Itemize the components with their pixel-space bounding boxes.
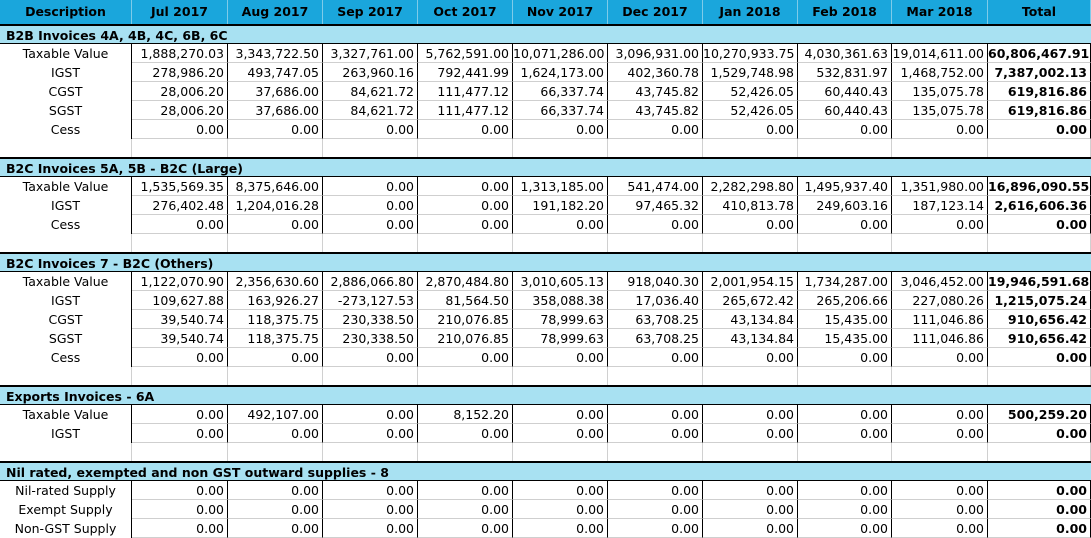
value-cell[interactable]: 0.00 <box>132 424 228 443</box>
value-cell[interactable]: 1,734,287.00 <box>798 272 892 291</box>
value-cell[interactable]: 63,708.25 <box>608 310 703 329</box>
table-row <box>0 481 1091 500</box>
value-cell[interactable]: 15,435.00 <box>798 329 892 348</box>
empty-cell[interactable] <box>513 367 608 385</box>
value-cell[interactable]: 0.00 <box>418 177 513 196</box>
column-header-description[interactable]: Description <box>0 0 132 24</box>
row-label[interactable]: Nil-rated Supply <box>0 481 132 500</box>
empty-cell[interactable] <box>608 367 703 385</box>
total-cell[interactable]: 619,816.86 <box>988 82 1091 101</box>
column-header-sep-2017[interactable]: Sep 2017 <box>323 0 418 24</box>
value-cell[interactable]: 0.00 <box>513 348 608 367</box>
value-cell[interactable]: 0.00 <box>228 500 323 519</box>
total-cell[interactable]: 60,806,467.91 <box>988 46 1090 61</box>
value-cell[interactable]: 0.00 <box>798 519 892 538</box>
value-cell[interactable]: 0.00 <box>513 481 608 500</box>
table-row <box>0 329 1091 348</box>
value-cell[interactable]: 2,001,954.15 <box>703 272 798 291</box>
value-cell[interactable]: 278,986.20 <box>132 63 228 82</box>
value-cell[interactable]: 0.00 <box>608 424 703 443</box>
value-cell[interactable]: 0.00 <box>892 348 988 367</box>
column-header-jul-2017[interactable]: Jul 2017 <box>132 0 228 24</box>
row-label[interactable]: Cess <box>0 348 132 367</box>
header-row <box>0 0 1091 24</box>
value-cell[interactable]: 276,402.48 <box>132 196 228 215</box>
total-cell[interactable]: 16,896,090.55 <box>988 179 1090 194</box>
table-row <box>0 44 1091 63</box>
section-title[interactable]: Exports Invoices - 6A <box>0 385 1091 405</box>
value-cell[interactable]: 43,745.82 <box>608 82 703 101</box>
value-cell[interactable]: 191,182.20 <box>513 196 608 215</box>
section-title[interactable]: Nil rated, exempted and non GST outward supplies - 8 <box>0 461 1091 481</box>
value-cell[interactable]: 918,040.30 <box>608 272 703 291</box>
value-cell[interactable]: 0.00 <box>228 215 323 234</box>
row-label[interactable]: Taxable Value <box>0 272 132 291</box>
value-cell[interactable]: 0.00 <box>132 500 228 519</box>
value-cell[interactable]: 0.00 <box>323 196 418 215</box>
value-cell[interactable]: 39,540.74 <box>132 310 228 329</box>
row-label[interactable]: Taxable Value <box>0 405 132 424</box>
value-cell[interactable]: 263,960.16 <box>323 63 418 82</box>
value-cell[interactable]: 0.00 <box>132 120 228 139</box>
value-cell[interactable]: 81,564.50 <box>418 291 513 310</box>
row-label[interactable]: CGST <box>0 82 132 101</box>
empty-cell[interactable] <box>892 443 988 461</box>
value-cell[interactable]: 492,107.00 <box>228 405 323 424</box>
empty-cell[interactable] <box>228 234 323 252</box>
value-cell[interactable]: 0.00 <box>798 120 892 139</box>
value-cell[interactable]: 2,886,066.80 <box>323 272 418 291</box>
empty-cell[interactable] <box>608 443 703 461</box>
value-cell[interactable]: 0.00 <box>892 120 988 139</box>
row-label[interactable]: Cess <box>0 120 132 139</box>
value-cell[interactable]: 3,096,931.00 <box>608 44 703 63</box>
empty-cell[interactable] <box>418 443 513 461</box>
empty-cell[interactable] <box>892 367 988 385</box>
empty-cell[interactable] <box>703 443 798 461</box>
empty-cell[interactable] <box>988 443 1091 461</box>
value-cell[interactable]: 0.00 <box>132 215 228 234</box>
blank-row <box>0 234 1091 252</box>
empty-cell[interactable] <box>703 367 798 385</box>
empty-cell[interactable] <box>132 234 228 252</box>
table-row <box>0 196 1091 215</box>
value-cell[interactable]: 0.00 <box>132 348 228 367</box>
value-cell[interactable]: 0.00 <box>703 519 798 538</box>
value-cell[interactable]: 0.00 <box>418 348 513 367</box>
value-cell[interactable]: 0.00 <box>228 481 323 500</box>
value-cell[interactable]: 0.00 <box>323 481 418 500</box>
value-cell[interactable]: 532,831.97 <box>798 63 892 82</box>
value-cell[interactable]: 17,036.40 <box>608 291 703 310</box>
empty-cell[interactable] <box>0 367 132 385</box>
section-title[interactable]: B2C Invoices 5A, 5B - B2C (Large) <box>0 157 1091 177</box>
value-cell[interactable]: 0.00 <box>892 215 988 234</box>
value-cell[interactable]: 78,999.63 <box>513 329 608 348</box>
value-cell[interactable]: 0.00 <box>798 405 892 424</box>
value-cell[interactable]: 4,030,361.63 <box>798 44 892 63</box>
value-cell[interactable]: 0.00 <box>513 215 608 234</box>
value-cell[interactable]: 28,006.20 <box>132 82 228 101</box>
value-cell[interactable]: 0.00 <box>703 405 798 424</box>
empty-cell[interactable] <box>418 139 513 157</box>
value-cell[interactable]: 3,327,761.00 <box>323 44 418 63</box>
empty-cell[interactable] <box>892 139 988 157</box>
empty-cell[interactable] <box>798 139 892 157</box>
section-header-row <box>0 461 1091 481</box>
empty-cell[interactable] <box>608 139 703 157</box>
value-cell[interactable]: 84,621.72 <box>323 82 418 101</box>
value-cell[interactable]: 0.00 <box>418 196 513 215</box>
value-cell[interactable]: 230,338.50 <box>323 329 418 348</box>
value-cell[interactable]: 1,624,173.00 <box>513 63 608 82</box>
row-label[interactable]: Cess <box>0 215 132 234</box>
value-cell[interactable]: 265,206.66 <box>798 291 892 310</box>
value-cell[interactable]: 0.00 <box>513 424 608 443</box>
value-cell[interactable]: 0.00 <box>513 120 608 139</box>
table-row <box>0 348 1091 367</box>
row-label[interactable]: SGST <box>0 329 132 348</box>
value-cell[interactable]: 1,122,070.90 <box>132 272 228 291</box>
table-row <box>0 291 1091 310</box>
value-cell[interactable]: 265,672.42 <box>703 291 798 310</box>
column-header-nov-2017[interactable]: Nov 2017 <box>513 0 608 24</box>
column-header-total[interactable]: Total <box>988 0 1091 24</box>
value-cell[interactable]: 0.00 <box>892 481 988 500</box>
total-cell[interactable]: 0.00 <box>988 519 1091 538</box>
value-cell[interactable]: 1,468,752.00 <box>892 63 988 82</box>
value-cell[interactable]: 1,495,937.40 <box>798 177 892 196</box>
value-cell[interactable]: 0.00 <box>892 424 988 443</box>
empty-cell[interactable] <box>798 443 892 461</box>
value-cell[interactable]: 37,686.00 <box>228 101 323 120</box>
value-cell[interactable]: 0.00 <box>892 519 988 538</box>
value-cell[interactable]: 0.00 <box>798 215 892 234</box>
value-cell[interactable]: 0.00 <box>323 215 418 234</box>
value-cell[interactable]: 0.00 <box>418 424 513 443</box>
value-cell[interactable]: -273,127.53 <box>323 291 418 310</box>
total-cell[interactable]: 0.00 <box>988 481 1091 500</box>
column-header-jan-2018[interactable]: Jan 2018 <box>703 0 798 24</box>
value-cell[interactable]: 37,686.00 <box>228 82 323 101</box>
empty-cell[interactable] <box>418 367 513 385</box>
value-cell[interactable]: 0.00 <box>323 120 418 139</box>
value-cell[interactable]: 60,440.43 <box>798 101 892 120</box>
row-label[interactable]: IGST <box>0 63 132 82</box>
value-cell[interactable]: 187,123.14 <box>892 196 988 215</box>
row-label[interactable]: IGST <box>0 424 132 443</box>
empty-cell[interactable] <box>228 367 323 385</box>
value-cell[interactable]: 111,477.12 <box>418 82 513 101</box>
table-row <box>0 215 1091 234</box>
row-label[interactable]: Taxable Value <box>0 44 132 63</box>
empty-cell[interactable] <box>892 234 988 252</box>
value-cell[interactable]: 0.00 <box>892 405 988 424</box>
value-cell[interactable]: 163,926.27 <box>228 291 323 310</box>
empty-cell[interactable] <box>513 443 608 461</box>
value-cell[interactable]: 8,152.20 <box>418 405 513 424</box>
total-cell[interactable]: 2,616,606.36 <box>988 196 1091 215</box>
value-cell[interactable]: 39,540.74 <box>132 329 228 348</box>
value-cell[interactable]: 402,360.78 <box>608 63 703 82</box>
empty-cell[interactable] <box>228 139 323 157</box>
empty-cell[interactable] <box>132 367 228 385</box>
value-cell[interactable]: 0.00 <box>228 120 323 139</box>
total-cell[interactable]: 0.00 <box>988 215 1091 234</box>
table-row <box>0 82 1091 101</box>
value-cell[interactable]: 109,627.88 <box>132 291 228 310</box>
empty-cell[interactable] <box>798 367 892 385</box>
empty-cell[interactable] <box>0 139 132 157</box>
value-cell[interactable]: 111,046.86 <box>892 329 988 348</box>
total-cell[interactable]: 7,387,002.13 <box>988 63 1091 82</box>
table-row <box>0 272 1091 291</box>
total-cell[interactable]: 910,656.42 <box>988 329 1091 348</box>
value-cell[interactable]: 0.00 <box>323 519 418 538</box>
value-cell[interactable]: 0.00 <box>608 500 703 519</box>
value-cell[interactable]: 111,477.12 <box>418 101 513 120</box>
section-header-row <box>0 24 1091 44</box>
value-cell[interactable]: 0.00 <box>703 481 798 500</box>
total-cell[interactable]: 19,946,591.68 <box>988 274 1090 289</box>
value-cell[interactable]: 249,603.16 <box>798 196 892 215</box>
empty-cell[interactable] <box>323 234 418 252</box>
empty-cell[interactable] <box>323 443 418 461</box>
value-cell[interactable]: 0.00 <box>703 424 798 443</box>
value-cell[interactable]: 493,747.05 <box>228 63 323 82</box>
value-cell[interactable]: 0.00 <box>228 424 323 443</box>
total-cell[interactable]: 0.00 <box>988 424 1091 443</box>
value-cell[interactable]: 0.00 <box>132 519 228 538</box>
value-cell[interactable]: 1,535,569.35 <box>132 177 228 196</box>
section-header-row <box>0 157 1091 177</box>
value-cell[interactable]: 0.00 <box>323 177 418 196</box>
table-row <box>0 310 1091 329</box>
value-cell[interactable]: 111,046.86 <box>892 310 988 329</box>
value-cell[interactable]: 1,204,016.28 <box>228 196 323 215</box>
empty-cell[interactable] <box>0 234 132 252</box>
value-cell[interactable]: 60,440.43 <box>798 82 892 101</box>
value-cell[interactable]: 43,134.84 <box>703 329 798 348</box>
table-row <box>0 424 1091 443</box>
column-header-feb-2018[interactable]: Feb 2018 <box>798 0 892 24</box>
value-cell[interactable]: 0.00 <box>798 500 892 519</box>
value-cell[interactable]: 0.00 <box>703 120 798 139</box>
column-header-oct-2017[interactable]: Oct 2017 <box>418 0 513 24</box>
table-row <box>0 405 1091 424</box>
value-cell[interactable]: 135,075.78 <box>892 101 988 120</box>
table-row <box>0 519 1091 538</box>
empty-cell[interactable] <box>608 234 703 252</box>
empty-cell[interactable] <box>513 139 608 157</box>
value-cell[interactable]: 0.00 <box>323 500 418 519</box>
row-label[interactable]: SGST <box>0 101 132 120</box>
total-cell[interactable]: 0.00 <box>988 120 1091 139</box>
value-cell[interactable]: 227,080.26 <box>892 291 988 310</box>
table-row <box>0 120 1091 139</box>
table-row <box>0 177 1091 196</box>
column-header-mar-2018[interactable]: Mar 2018 <box>892 0 988 24</box>
row-label[interactable]: Exempt Supply <box>0 500 132 519</box>
column-header-dec-2017[interactable]: Dec 2017 <box>608 0 703 24</box>
empty-cell[interactable] <box>228 443 323 461</box>
value-cell[interactable]: 0.00 <box>608 348 703 367</box>
value-cell[interactable]: 230,338.50 <box>323 310 418 329</box>
value-cell[interactable]: 1,351,980.00 <box>892 177 988 196</box>
empty-cell[interactable] <box>418 234 513 252</box>
value-cell[interactable]: 358,088.38 <box>513 291 608 310</box>
total-cell[interactable]: 1,215,075.24 <box>988 291 1091 310</box>
value-cell[interactable]: 19,014,611.00 <box>892 44 988 63</box>
value-cell[interactable]: 52,426.05 <box>703 101 798 120</box>
total-cell[interactable]: 910,656.42 <box>988 310 1091 329</box>
value-cell[interactable]: 84,621.72 <box>323 101 418 120</box>
value-cell[interactable]: 5,762,591.00 <box>418 44 513 63</box>
empty-cell[interactable] <box>132 139 228 157</box>
value-cell[interactable]: 210,076.85 <box>418 310 513 329</box>
value-cell[interactable]: 0.00 <box>418 120 513 139</box>
value-cell[interactable]: 0.00 <box>892 500 988 519</box>
row-label[interactable]: CGST <box>0 310 132 329</box>
value-cell[interactable]: 0.00 <box>608 481 703 500</box>
value-cell[interactable]: 0.00 <box>323 348 418 367</box>
value-cell[interactable]: 0.00 <box>608 405 703 424</box>
value-cell[interactable]: 0.00 <box>608 120 703 139</box>
blank-row <box>0 139 1091 157</box>
value-cell[interactable]: 66,337.74 <box>513 82 608 101</box>
empty-cell[interactable] <box>0 443 132 461</box>
total-cell[interactable]: 0.00 <box>988 500 1091 519</box>
section-title[interactable]: B2B Invoices 4A, 4B, 4C, 6B, 6C <box>0 24 1091 44</box>
value-cell[interactable]: 28,006.20 <box>132 101 228 120</box>
value-cell[interactable]: 0.00 <box>132 405 228 424</box>
value-cell[interactable]: 43,134.84 <box>703 310 798 329</box>
empty-cell[interactable] <box>988 139 1091 157</box>
total-cell[interactable]: 500,259.20 <box>988 405 1091 424</box>
value-cell[interactable]: 3,010,605.13 <box>513 272 608 291</box>
value-cell[interactable]: 0.00 <box>418 481 513 500</box>
value-cell[interactable]: 3,343,722.50 <box>228 44 323 63</box>
value-cell[interactable]: 63,708.25 <box>608 329 703 348</box>
empty-cell[interactable] <box>988 367 1091 385</box>
value-cell[interactable]: 0.00 <box>228 519 323 538</box>
value-cell[interactable]: 0.00 <box>513 519 608 538</box>
column-header-aug-2017[interactable]: Aug 2017 <box>228 0 323 24</box>
value-cell[interactable]: 8,375,646.00 <box>228 177 323 196</box>
empty-cell[interactable] <box>703 234 798 252</box>
value-cell[interactable]: 0.00 <box>418 500 513 519</box>
value-cell[interactable]: 410,813.78 <box>703 196 798 215</box>
value-cell[interactable]: 43,745.82 <box>608 101 703 120</box>
section-header-row <box>0 252 1091 272</box>
value-cell[interactable]: 0.00 <box>513 500 608 519</box>
value-cell[interactable]: 97,465.32 <box>608 196 703 215</box>
value-cell[interactable]: 15,435.00 <box>798 310 892 329</box>
empty-cell[interactable] <box>513 234 608 252</box>
value-cell[interactable]: 1,313,185.00 <box>513 177 608 196</box>
value-cell[interactable]: 0.00 <box>703 348 798 367</box>
empty-cell[interactable] <box>323 139 418 157</box>
value-cell[interactable]: 0.00 <box>418 519 513 538</box>
value-cell[interactable]: 0.00 <box>323 424 418 443</box>
value-cell[interactable]: 1,888,270.03 <box>132 44 228 63</box>
blank-row <box>0 443 1091 461</box>
blank-row <box>0 367 1091 385</box>
value-cell[interactable]: 10,071,286.00 <box>513 44 608 63</box>
empty-cell[interactable] <box>323 367 418 385</box>
value-cell[interactable]: 0.00 <box>608 519 703 538</box>
table-row <box>0 63 1091 82</box>
value-cell[interactable]: 66,337.74 <box>513 101 608 120</box>
table-row <box>0 101 1091 120</box>
value-cell[interactable]: 2,356,630.60 <box>228 272 323 291</box>
total-cell[interactable]: 0.00 <box>988 348 1091 367</box>
row-label[interactable]: Non-GST Supply <box>0 519 132 538</box>
value-cell[interactable]: 0.00 <box>798 348 892 367</box>
row-label[interactable]: IGST <box>0 291 132 310</box>
value-cell[interactable]: 0.00 <box>418 215 513 234</box>
empty-cell[interactable] <box>798 234 892 252</box>
value-cell[interactable]: 10,270,933.75 <box>703 44 798 63</box>
value-cell[interactable]: 118,375.75 <box>228 310 323 329</box>
empty-cell[interactable] <box>703 139 798 157</box>
value-cell[interactable]: 0.00 <box>608 215 703 234</box>
value-cell[interactable]: 0.00 <box>798 424 892 443</box>
empty-cell[interactable] <box>988 234 1091 252</box>
table-row <box>0 500 1091 519</box>
value-cell[interactable]: 78,999.63 <box>513 310 608 329</box>
value-cell[interactable]: 52,426.05 <box>703 82 798 101</box>
value-cell[interactable]: 1,529,748.98 <box>703 63 798 82</box>
value-cell[interactable]: 118,375.75 <box>228 329 323 348</box>
empty-cell[interactable] <box>132 443 228 461</box>
value-cell[interactable]: 0.00 <box>798 481 892 500</box>
value-cell[interactable]: 792,441.99 <box>418 63 513 82</box>
value-cell[interactable]: 0.00 <box>703 500 798 519</box>
value-cell[interactable]: 210,076.85 <box>418 329 513 348</box>
row-label[interactable]: IGST <box>0 196 132 215</box>
value-cell[interactable]: 0.00 <box>132 481 228 500</box>
section-header-row <box>0 385 1091 405</box>
value-cell[interactable]: 0.00 <box>228 348 323 367</box>
value-cell[interactable]: 2,870,484.80 <box>418 272 513 291</box>
total-cell[interactable]: 619,816.86 <box>988 101 1091 120</box>
value-cell[interactable]: 2,282,298.80 <box>703 177 798 196</box>
value-cell[interactable]: 0.00 <box>323 405 418 424</box>
section-title[interactable]: B2C Invoices 7 - B2C (Others) <box>0 252 1091 272</box>
value-cell[interactable]: 135,075.78 <box>892 82 988 101</box>
value-cell[interactable]: 541,474.00 <box>608 177 703 196</box>
value-cell[interactable]: 0.00 <box>513 405 608 424</box>
row-label[interactable]: Taxable Value <box>0 177 132 196</box>
value-cell[interactable]: 0.00 <box>703 215 798 234</box>
value-cell[interactable]: 3,046,452.00 <box>892 272 988 291</box>
